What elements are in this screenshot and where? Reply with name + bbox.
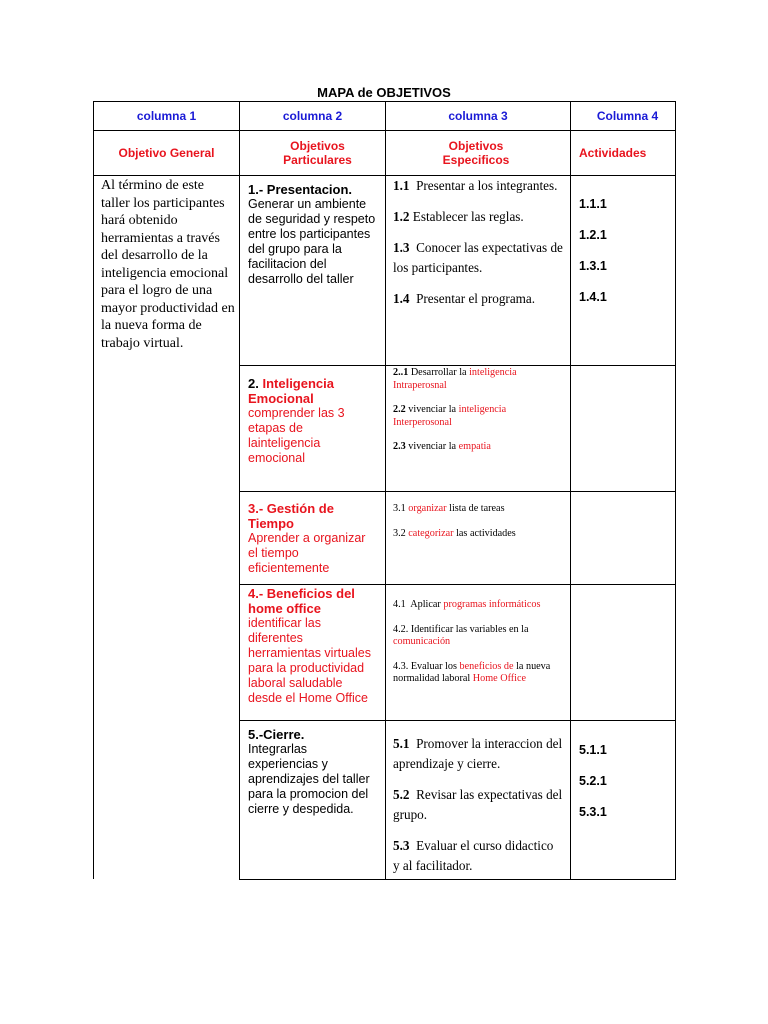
particular-row-1	[248, 182, 380, 287]
particular-row-4	[248, 586, 378, 706]
especifico-1-1: 1.1 Presentar a los integrantes.	[393, 178, 558, 193]
particular-5-heading: 5.-Cierre.	[248, 727, 305, 742]
header-objetivo-general: Objetivo General	[118, 146, 215, 160]
especifico-4-3: 4.3. Evaluar los beneficios de la nueva normalidad laboral Home Office	[393, 660, 551, 684]
header-actividades: Actividades	[579, 146, 647, 160]
actividad-5-3-1: 5.3.1	[579, 805, 607, 819]
page-title: MAPA de OBJETIVOS	[317, 85, 451, 100]
especifico-3-2: 3.2 categorizar las actividades	[393, 527, 516, 539]
especifico-5-3: 5.3 Evaluar el curso didactico y al facilitador.	[393, 838, 554, 873]
actividad-5-1-1: 5.1.1	[579, 743, 607, 757]
particular-2-heading: 2. Inteligencia Emocional	[248, 376, 334, 406]
header-objetivos-particulares: Objetivos Particulares	[283, 139, 352, 167]
especifico-4-1: 4.1 Aplicar programas informáticos	[393, 599, 541, 610]
actividad-5-2-1: 5.2.1	[579, 774, 607, 788]
header-objetivos-especificos: Objetivos Especificos	[442, 139, 510, 167]
column-2-label: columna 2	[282, 109, 343, 123]
particular-3-heading: 3.- Gestión de Tiempo	[248, 501, 334, 531]
especificos-row-4	[393, 599, 563, 698]
especifico-1-3: 1.3 Conocer las expectativas de los participantes.	[393, 240, 563, 275]
actividad-1-3-1: 1.3.1	[579, 259, 607, 273]
especificos-row-2	[393, 367, 563, 466]
column-4-label: Columna 4	[596, 109, 659, 123]
actividades-row-1	[579, 197, 669, 321]
particular-row-3	[248, 501, 378, 576]
especifico-3-1: 3.1 organizar lista de tareas	[393, 503, 505, 514]
especifico-4-2: 4.2. Identificar las variables en la comunicación	[393, 623, 529, 647]
especificos-row-5	[393, 734, 563, 887]
actividad-1-1-1: 1.1.1	[579, 197, 607, 211]
especifico-5-2: 5.2 Revisar las expectativas del grupo.	[393, 787, 563, 822]
especifico-2-3: 2.3 vivenciar la empatia	[393, 441, 491, 452]
particular-row-2	[248, 376, 372, 466]
actividad-1-2-1: 1.2.1	[579, 228, 607, 242]
especifico-2-1: 2..1 Desarrollar la inteligencia Intraperosnal	[393, 367, 517, 391]
objetivo-general-text: Al término de este taller los participantes hará obtenido herramientas a través del desarrollo de la inteligencia emocional para el logro de una mayor productividad en la nueva forma de trabajo virtual.	[101, 178, 235, 351]
particular-5-text: Integrarlas experiencias y aprendizajes del taller para la promocion del cierre y despedida.	[248, 742, 370, 816]
especifico-5-1: 5.1 Promover la interaccion del aprendizaje y cierre.	[393, 736, 563, 771]
especificos-row-1	[393, 176, 563, 320]
especificos-row-3	[393, 503, 563, 552]
column-3-label: columna 3	[448, 109, 508, 123]
particular-1-text: Generar un ambiente de seguridad y respeto entre los participantes del grupo para la facilitacion del desarrollo del taller	[248, 197, 376, 286]
column-1-label: columna 1	[136, 109, 197, 123]
particular-2-text: comprender las 3 etapas de lainteligencia emocional	[248, 406, 345, 465]
particular-3-text: Aprender a organizar el tiempo eficientemente	[248, 531, 366, 575]
especifico-1-4: 1.4 Presentar el programa.	[393, 291, 536, 306]
especifico-1-2: 1.2 Establecer las reglas.	[393, 209, 524, 224]
actividades-row-5	[579, 743, 669, 836]
particular-1-heading: 1.- Presentacion.	[248, 182, 353, 197]
particular-4-text: identificar las diferentes herramientas virtuales para la productividad laboral saludable desde el Home Office	[248, 616, 371, 705]
particular-row-5	[248, 727, 378, 817]
especifico-2-2: 2.2 vivenciar la inteligencia Interperosonal	[393, 404, 507, 428]
actividad-1-4-1: 1.4.1	[579, 290, 607, 304]
particular-4-heading: 4.- Beneficios del home office	[248, 586, 355, 616]
